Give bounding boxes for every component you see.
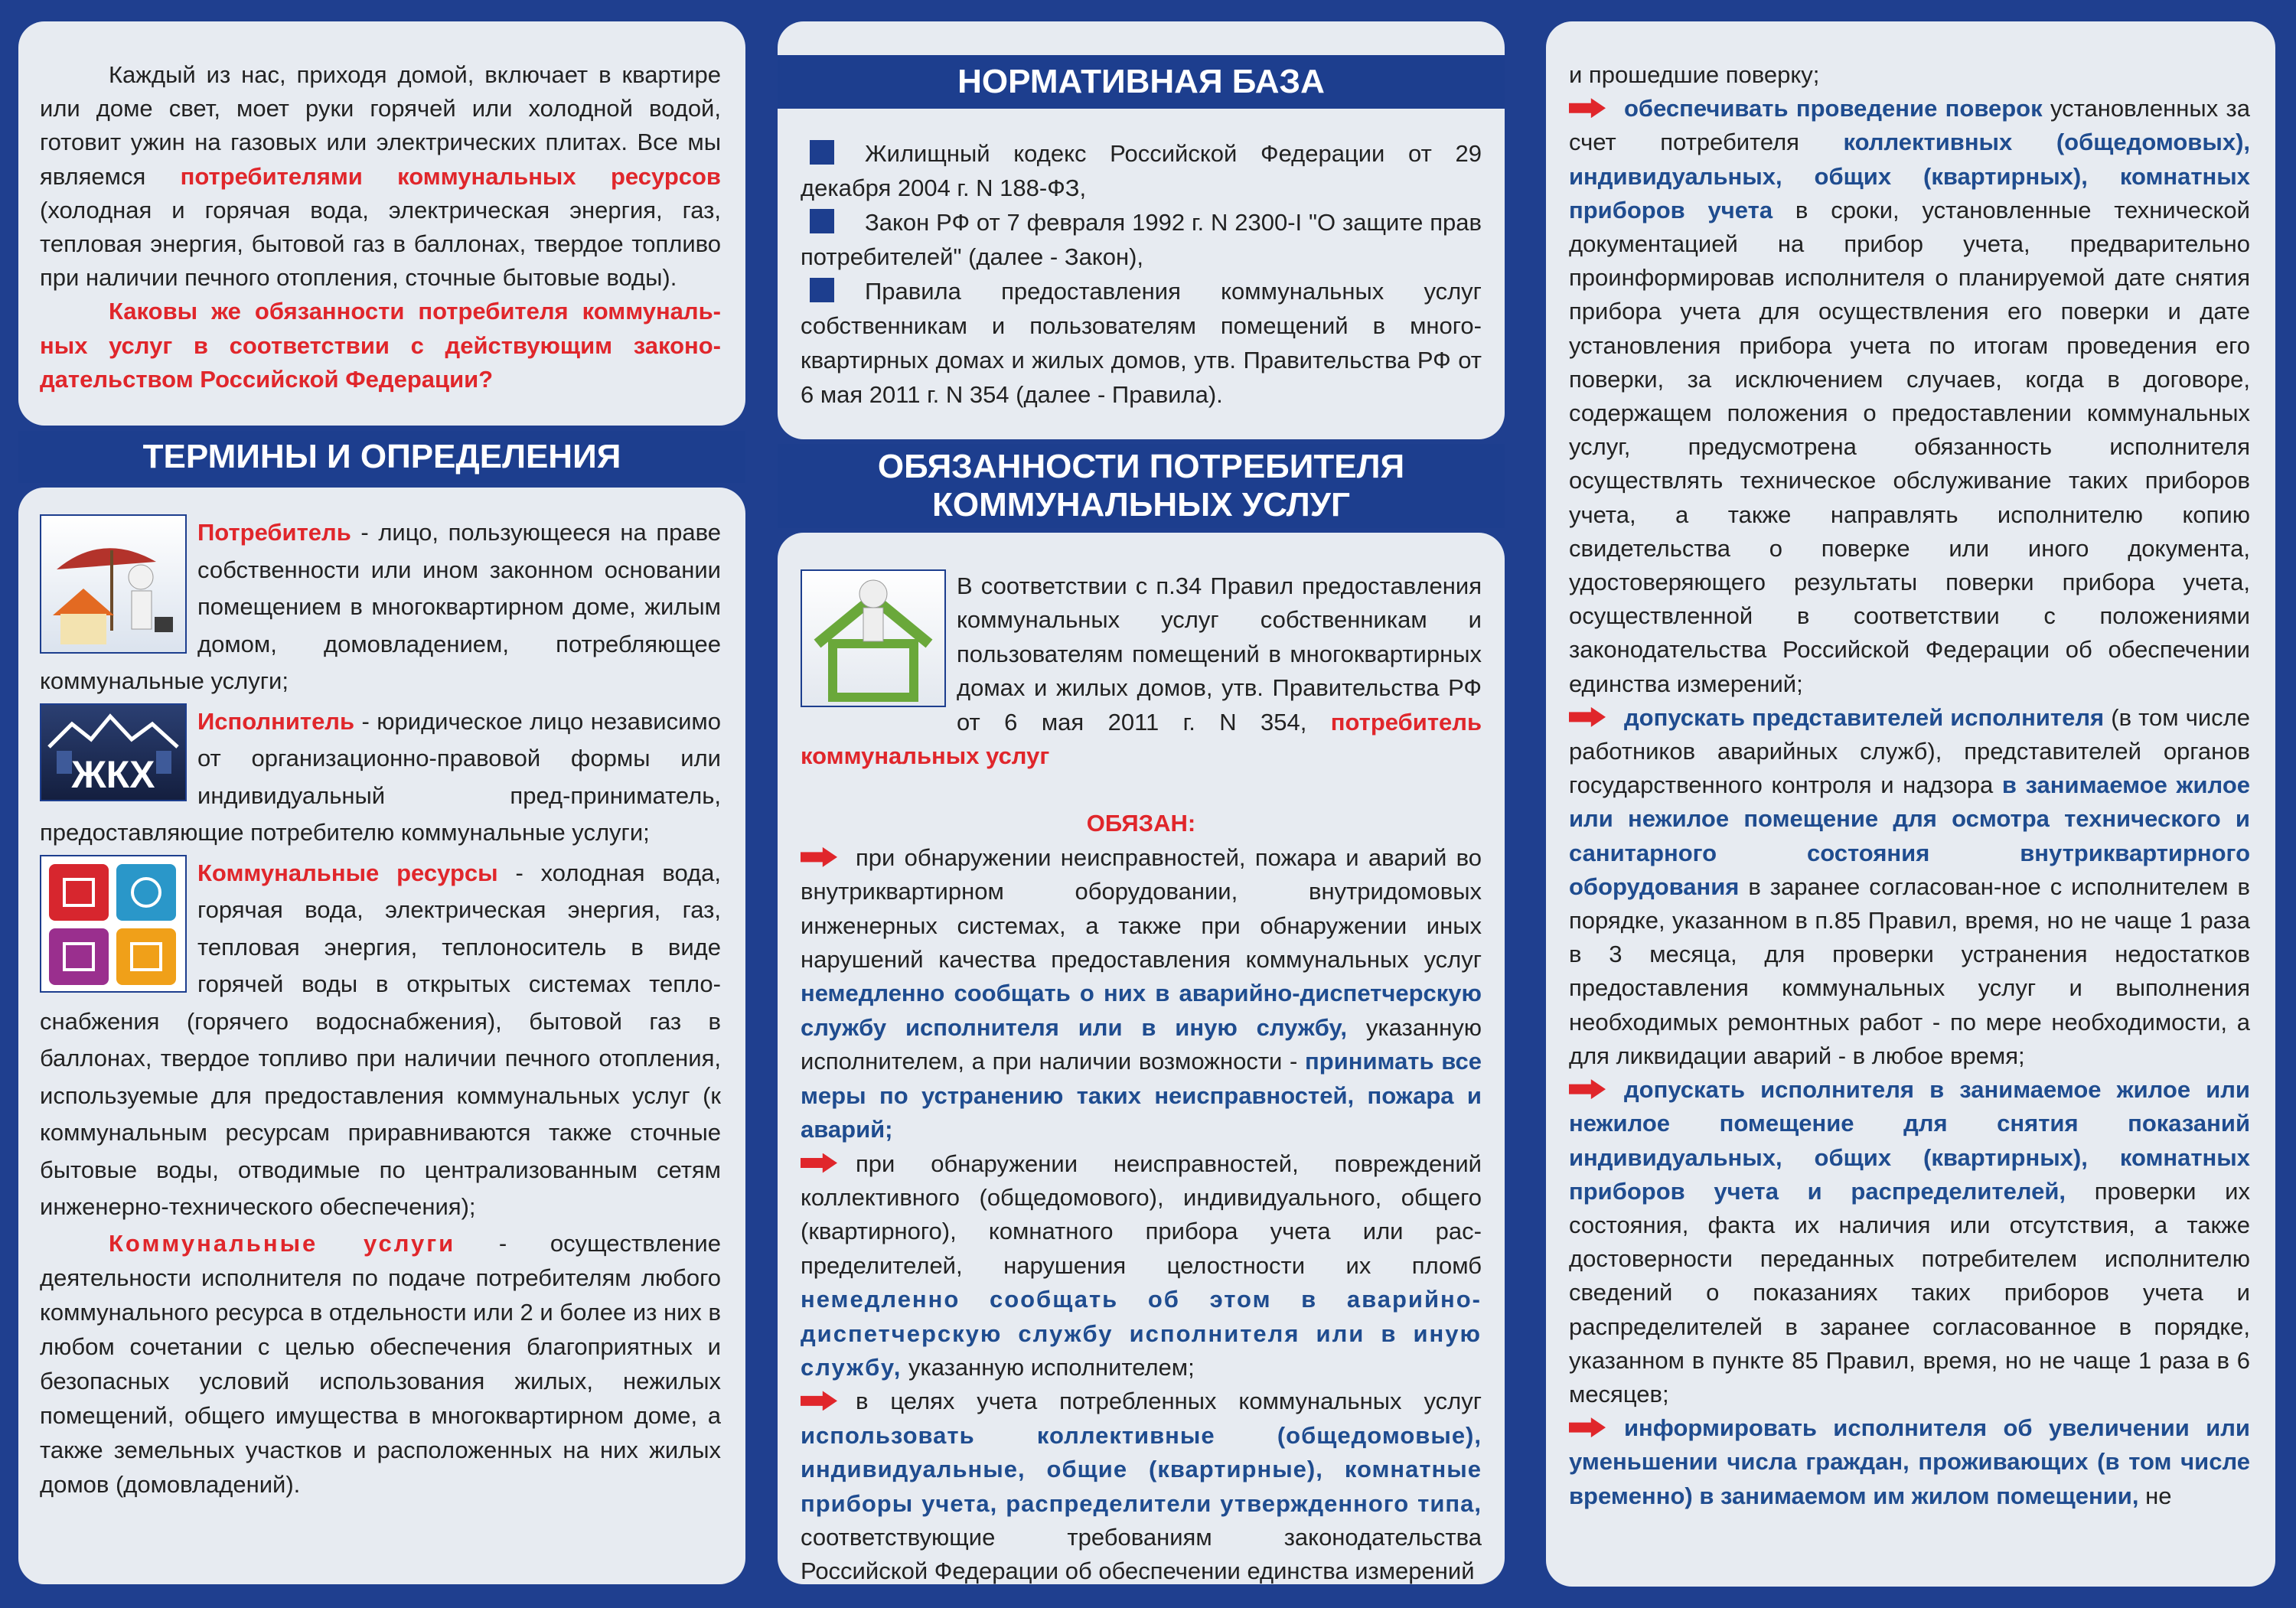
red-arrow-icon bbox=[801, 847, 837, 867]
duty-4: обеспечивать проведение поверок установленных за счет потребителя коллективных (общедомовых), индивидуальных, общих (квартирных), комнатных приборов учета в сроки, установленные технической документацией на прибор учета, предварительно проинформировав исполнителя о планируемой дате снятия прибора учета для осуществления его поверки и дате установления прибора учета по итогам проведения его поверки, за исключением случаев, когда в договоре, содержащем положения о предоставлении коммунальных услуг, предусмотрена обязанность исполнителя осуществлять техническое обслуживание таких приборов учета, а также направлять исполнителю копию свидетельства о поверке или иного документа, удостоверяющего результаты поверки прибора учета, осуществленной в соответствии с положениями законодательства Российской Федерации об обеспечении единства измерений; bbox=[1569, 95, 2251, 697]
bullet-square-icon bbox=[810, 209, 834, 233]
intro-question: Каковы же обязанности потребителя коммуналь-ных услуг в соответствии с действующим законо-дательством Российской Федерации? bbox=[40, 298, 721, 393]
term-services bbox=[40, 1226, 721, 1502]
intro-text-2: (холодная и горячая вода, электрическая энергия, газ, тепловая энергия, бытовой газ в баллонах, твердое топливо при наличии печного отопления, сточные бытовые воды). bbox=[40, 196, 721, 292]
normative-title: НОРМАТИВНАЯ БАЗА bbox=[778, 55, 1505, 109]
red-arrow-icon bbox=[801, 1391, 837, 1411]
resources-icons-image bbox=[40, 855, 187, 993]
umbrella-house-image bbox=[40, 514, 187, 654]
norm-item-1: Жилищный кодекс Российской Федерации от 29 декабря 2004 г. N 188-ФЗ, bbox=[801, 140, 1482, 201]
duties-lead bbox=[801, 569, 1482, 773]
term-executor-name: Исполнитель bbox=[197, 707, 355, 735]
duty-cont: и прошедшие поверку; bbox=[1569, 61, 1820, 88]
duty-7: информировать исполнителя об увеличении или уменьшении числа граждан, проживающих (в том числе временно) в занимаемом им жилом помещении, не bbox=[1569, 1414, 2250, 1509]
term-resources-def: - холодная вода, горячая вода, электрическая энергия, газ, тепловая энергия, теплоноситель в виде горячей воды в открытых системах тепло-снабжения (горячего водоснабжения), бытовой газ в баллонах, твердое топливо при наличии печного отопления, используемые для предоставления коммунальных услуг (к коммунальным ресурсам приравниваются также сточные бытовые воды, отводимые по централизованным сетям инженерно-технического обеспечения); bbox=[40, 859, 721, 1220]
term-resources bbox=[40, 855, 721, 1226]
term-resources-name: Коммунальные ресурсы bbox=[197, 859, 498, 886]
duties-continued-list bbox=[1569, 58, 2250, 1513]
red-arrow-icon bbox=[1569, 1079, 1606, 1099]
duty-6: допускать исполнителя в занимаемое жилое или нежилое помещение для снятия показаний индивидуальных, общих (квартирных), комнатных приборов учета и распределителей, проверки их состояния, факта их наличия или отсутствия, а также достоверности переданных потребителем исполнителю сведений о показаниях таких приборов учета и распределителей в заранее согласованное в порядке, указанном в пункте 85 Правил, время, но не чаще 1 раза в 6 месяцев; bbox=[1569, 1076, 2250, 1407]
bullet-square-icon bbox=[810, 278, 834, 302]
term-services-name: Коммунальные услуги bbox=[109, 1229, 456, 1257]
duties-lead-text: В соответствии с п.34 Правил предоставления коммунальных услуг собственникам и пользователям помещений в многоквартирных домах и жилых домов, утв. Правительства РФ от 6 мая 2011 г. N 354, bbox=[957, 572, 1482, 736]
intro-text-1: Каждый из нас, приходя домой, включает в квартире или доме свет, моет руки горячей или холодной водой, готовит ужин на газовых или электрических плитах. Все мы являемся bbox=[40, 61, 721, 190]
duty-1: при обнаружении неисправностей, пожара и аварий во внутриквартирном оборудовании, внутридомовых инженерных системах, а также при обнаружении иных нарушений качества предоставления коммунальных услуг немедленно сообщать о них в аварийно-диспетчерскую службу исполнителя или в иную службу, указанную исполнителем, а при наличии возможности - принимать все меры по устранению таких неисправностей, пожара и аварий; bbox=[801, 843, 1482, 1143]
zhkh-logo-text: ЖКХ bbox=[71, 752, 155, 796]
house-figure-image bbox=[801, 569, 946, 707]
red-arrow-icon bbox=[801, 1153, 837, 1173]
duty-5: допускать представителей исполнителя (в том числе работников аварийных служб), представителей органов государственного контроля и надзора в занимаемое жилое или нежилое помещение для осмотра технического и санитарного состояния внутриквартирного оборудования в заранее согласован-ное с исполнителем в порядке, указанном в п.85 Правил, время, но не чаще 1 раза в 3 месяца, для проверки устранения недостатков предоставления коммунальных услуг и выполнения необходимых ремонтных работ - по мере необходимости, а для ликвидации аварий - в любое время; bbox=[1569, 703, 2250, 1069]
duty-2: при обнаружении неисправностей, повреждений коллективного (общедомового), индивидуального, общего (квартирного), комнатного прибора учета или рас-пределителей, нарушения целостности их пломб немедленно сообщать об этом в аварийно-диспетчерскую службу исполнителя или в иную службу, указанную исполнителем; bbox=[801, 1150, 1482, 1381]
term-consumer-name: Потребитель bbox=[197, 519, 351, 546]
term-consumer bbox=[40, 514, 721, 700]
intro-paragraph bbox=[40, 58, 721, 396]
obliged-heading: ОБЯЗАН: bbox=[1086, 810, 1196, 837]
term-executor-def: - юридическое лицо независимо от организационно-правовой формы или индивидуальный пред-приниматель, предоставляющие потребителю коммунальные услуги; bbox=[40, 707, 721, 846]
red-arrow-icon bbox=[1569, 1417, 1606, 1437]
duty-3: в целях учета потребленных коммунальных услуг использовать коллективные (общедомовые), индивидуальные, общие (квартирные), комнатные приборы учета, распределители утвержденного типа, соответствующие требованиям законодательства Российской Федерации об обеспечении единства измерений bbox=[801, 1388, 1482, 1585]
term-executor bbox=[40, 703, 721, 852]
red-arrow-icon bbox=[1569, 98, 1606, 118]
red-arrow-icon bbox=[1569, 707, 1606, 727]
duties-title bbox=[778, 444, 1505, 528]
duties-title-line-1: ОБЯЗАННОСТИ ПОТРЕБИТЕЛЯ bbox=[877, 448, 1405, 485]
intro-highlight: потребителями коммунальных ресурсов bbox=[180, 162, 721, 190]
normative-list bbox=[801, 136, 1482, 412]
terms-title: ТЕРМИНЫ И ОПРЕДЕЛЕНИЯ bbox=[18, 431, 745, 483]
terms-list bbox=[40, 514, 721, 1502]
norm-item-3: Правила предоставления коммунальных услуг собственникам и пользователям помещений в много-квартирных домах и жилых домов, утв. Правительства РФ от 6 мая 2011 г. N 354 (далее - Правила). bbox=[801, 278, 1482, 408]
term-consumer-def: - лицо, пользующееся на праве собственности или ином законном основании помещением в многоквартирном доме, жилым домом, домовладением, потребляющее коммунальные услуги; bbox=[40, 519, 721, 694]
norm-item-2: Закон РФ от 7 февраля 1992 г. N 2300-I "О защите прав потребителей" (далее - Закон), bbox=[801, 209, 1482, 270]
term-services-def: - осуществление деятельности исполнителя по подаче потребителям любого коммунального ресурса в отдельности или 2 и более из них в любом сочетании с целью обеспечения благоприятных и безопасных условий использования жилых, нежилых помещений, общего имущества в многоквартирном доме, а также земельных участков и расположенных на них жилых домов (домовладений). bbox=[40, 1229, 721, 1498]
bullet-square-icon bbox=[810, 140, 834, 165]
duties-list bbox=[801, 569, 1482, 1589]
zhkh-logo-image bbox=[40, 703, 187, 801]
duties-title-line-2: КОММУНАЛЬНЫХ УСЛУГ bbox=[931, 486, 1350, 523]
duties-lead-highlight: потребитель коммунальных услуг bbox=[801, 708, 1482, 770]
